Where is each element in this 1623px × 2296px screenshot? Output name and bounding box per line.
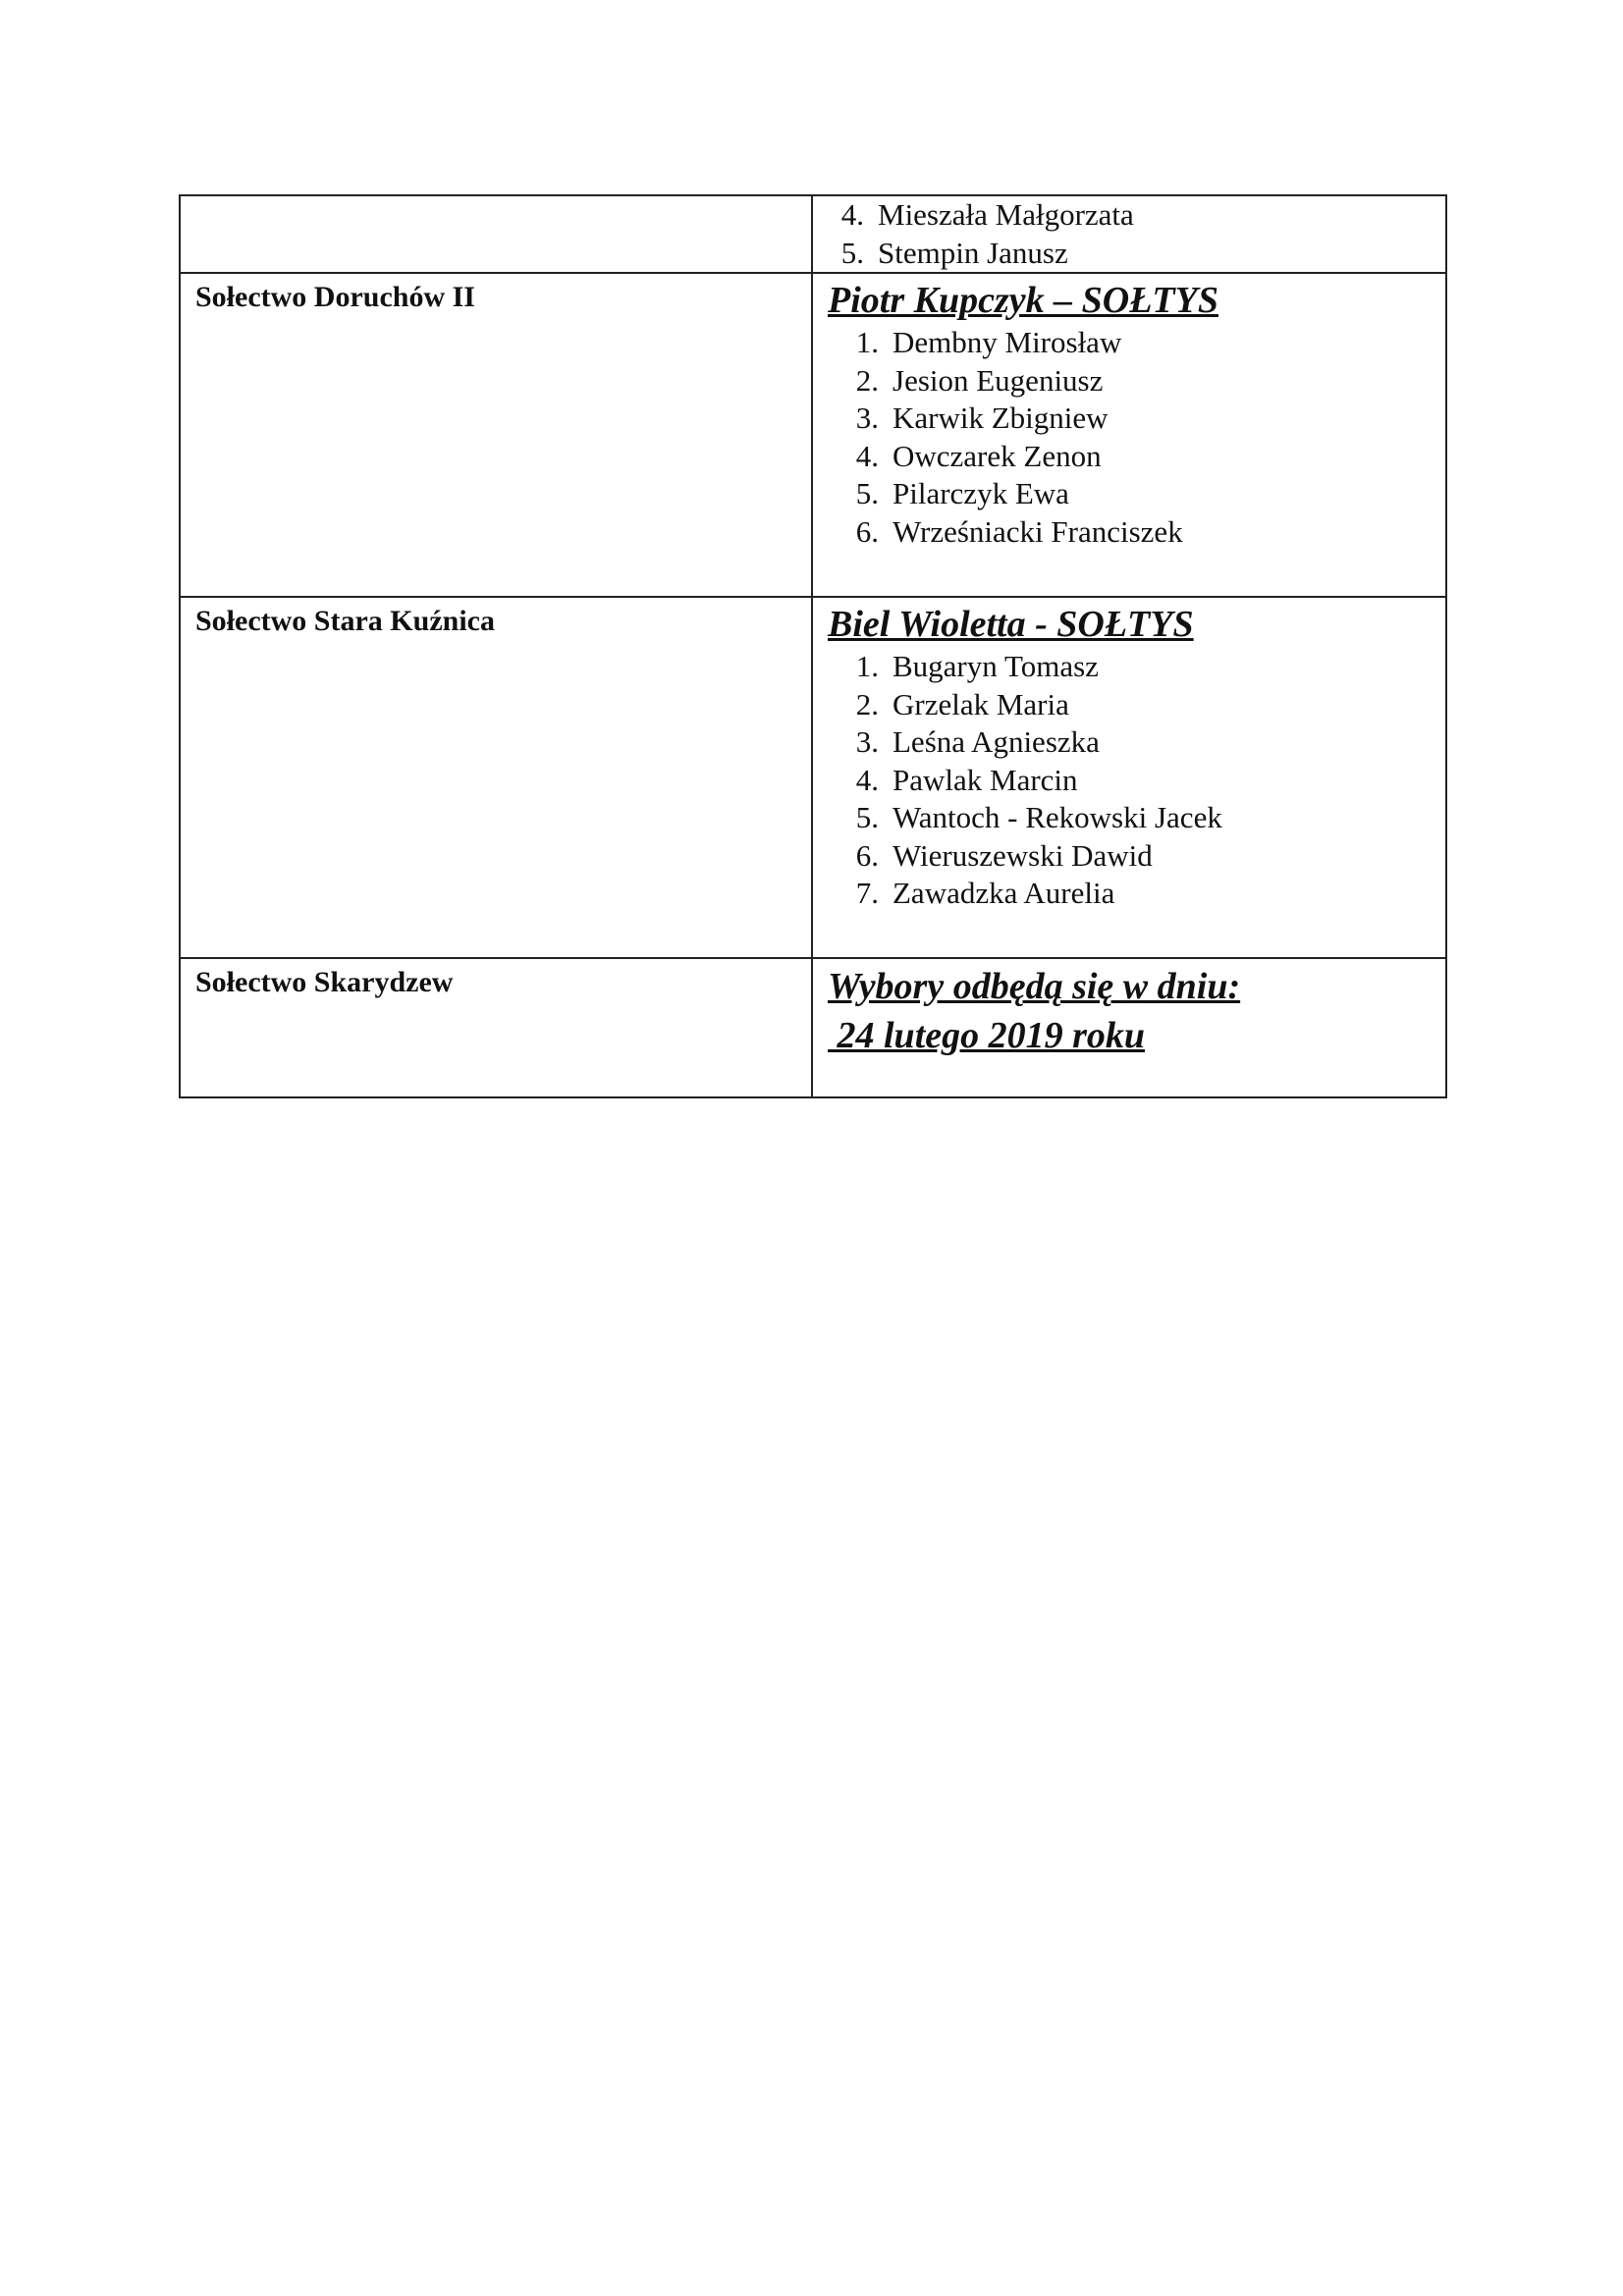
list-item — [828, 875, 1445, 913]
list-item-number: 6. — [855, 513, 879, 549]
list-item-number: 5. — [855, 800, 879, 834]
table-cell-members — [812, 273, 1446, 597]
table-cell-election-info — [812, 958, 1446, 1097]
list-item-number: 3. — [855, 724, 879, 759]
table-cell-solectwo-name — [180, 958, 812, 1097]
list-item-name: Bugaryn Tomasz — [893, 649, 1099, 683]
table-cell-members — [812, 597, 1446, 958]
list-item-number: 7. — [855, 876, 879, 910]
list-item-number: 2. — [855, 686, 879, 721]
list-item — [828, 513, 1445, 552]
list-item-name: Grzelak Maria — [893, 686, 1069, 721]
members-list — [828, 648, 1445, 913]
list-item — [828, 400, 1445, 438]
table-cell-members-continued — [812, 195, 1446, 273]
list-item-name: Jesion Eugeniusz — [893, 362, 1104, 398]
soltys-heading: Biel Wioletta - SOŁTYS — [828, 604, 1194, 645]
list-item-name: Pawlak Marcin — [893, 762, 1078, 797]
list-item-name: Karwik Zbigniew — [893, 400, 1109, 435]
table-row-continuation — [180, 195, 1446, 273]
list-item — [813, 196, 1445, 235]
list-item — [828, 324, 1445, 362]
list-item-number: 4. — [855, 438, 879, 473]
list-item — [828, 762, 1445, 800]
solectwa-table — [179, 194, 1447, 1098]
table-cell-solectwo-name — [180, 597, 812, 958]
list-item-name: Wieruszewski Dawid — [893, 837, 1153, 873]
list-item-number: 3. — [855, 400, 879, 435]
list-item-number: 2. — [855, 362, 879, 398]
list-item-name: Wrześniacki Franciszek — [893, 513, 1183, 549]
table-row-stara-kuznica — [180, 597, 1446, 958]
members-list-continued — [813, 196, 1445, 272]
list-item — [813, 235, 1445, 273]
list-item — [828, 475, 1445, 513]
solectwo-name: Sołectwo Stara Kuźnica — [195, 605, 495, 637]
soltys-heading: Piotr Kupczyk – SOŁTYS — [828, 280, 1218, 321]
election-notice: Wybory odbędą się w dniu: — [828, 966, 1241, 1007]
table-row-doruchow — [180, 273, 1446, 597]
list-item — [828, 438, 1445, 476]
list-item-name: Stempin Janusz — [878, 235, 1068, 270]
table-cell-solectwo-name — [180, 273, 812, 597]
list-item-number: 1. — [855, 649, 879, 683]
list-item-number: 1. — [855, 325, 879, 359]
list-item-number: 5. — [840, 235, 864, 270]
list-item — [828, 648, 1445, 686]
table-row-skarydzew — [180, 958, 1446, 1097]
list-item-number: 4. — [840, 197, 864, 232]
members-list — [828, 324, 1445, 551]
list-item — [828, 799, 1445, 837]
list-item — [828, 723, 1445, 762]
list-item — [828, 362, 1445, 400]
table-cell-empty — [180, 195, 812, 273]
list-item-name: Wantoch - Rekowski Jacek — [893, 800, 1222, 834]
election-date: 24 lutego 2019 roku — [828, 1015, 1146, 1056]
solectwo-name: Sołectwo Skarydzew — [195, 966, 454, 998]
list-item-name: Leśna Agnieszka — [893, 724, 1100, 759]
solectwo-name: Sołectwo Doruchów II — [195, 281, 475, 313]
list-item-name: Pilarczyk Ewa — [893, 476, 1069, 510]
list-item-name: Mieszała Małgorzata — [878, 197, 1134, 232]
list-item-number: 5. — [855, 476, 879, 510]
list-item-name: Owczarek Zenon — [893, 438, 1102, 473]
list-item — [828, 686, 1445, 724]
list-item-name: Dembny Mirosław — [893, 325, 1122, 359]
list-item-number: 6. — [855, 837, 879, 873]
list-item-name: Zawadzka Aurelia — [893, 876, 1115, 910]
list-item — [828, 837, 1445, 876]
list-item-number: 4. — [855, 762, 879, 797]
